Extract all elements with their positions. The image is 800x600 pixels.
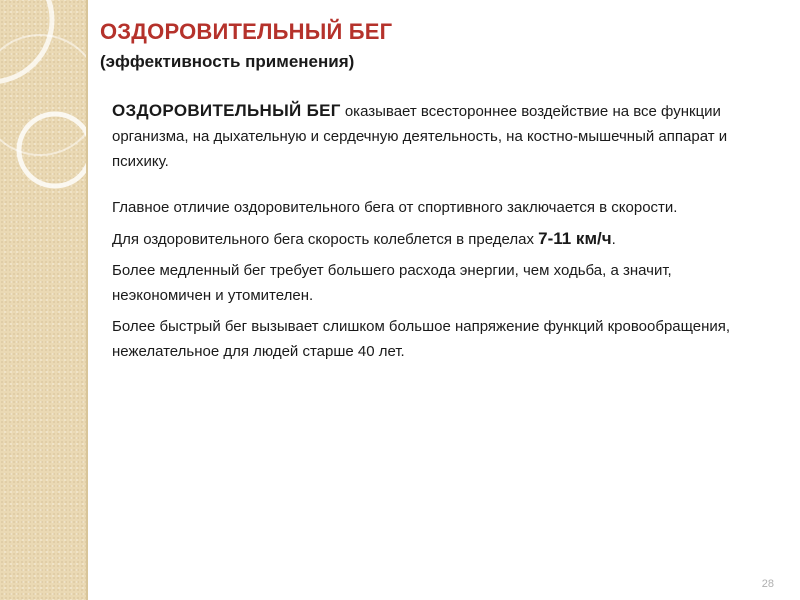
- page-number: 28: [761, 578, 774, 590]
- paragraph-speed: [112, 226, 752, 252]
- intro-lead: ОЗДОРОВИТЕЛЬНЫЙ БЕГ: [112, 101, 341, 120]
- speed-value: 7-11 км/ч: [538, 229, 612, 248]
- paragraph-fast-run: Более быстрый бег вызывает слишком большое напряжение функций кровообращения, нежелательное для людей старше 40 лет.: [112, 318, 731, 360]
- speed-end: .: [611, 231, 616, 248]
- slide-title: ОЗДОРОВИТЕЛЬНЫЙ БЕГ: [100, 19, 393, 44]
- decorative-circles: [0, 0, 88, 600]
- paragraph-intro: [112, 98, 752, 174]
- intro-text: оказывает всестороннее воздействие на все функции организма, на дыхательную и сердечную деятельность, на костно-мышечный аппарат и психику.: [112, 103, 728, 170]
- paragraph-slow-run: Более медленный бег требует большего расхода энергии, чем ходьба, а значит, неэкономичен и утомителен.: [112, 262, 672, 304]
- decorative-side-panel: [0, 0, 88, 600]
- side-divider: [86, 0, 88, 600]
- speed-text: Для оздоровительного бега скорость колеблется в пределах: [112, 231, 539, 248]
- slide-subtitle: (эффективность применения): [100, 52, 355, 71]
- paragraph-main-difference: Главное отличие оздоровительного бега от спортивного заключается в скорости.: [112, 199, 678, 216]
- slide-content: [112, 98, 752, 364]
